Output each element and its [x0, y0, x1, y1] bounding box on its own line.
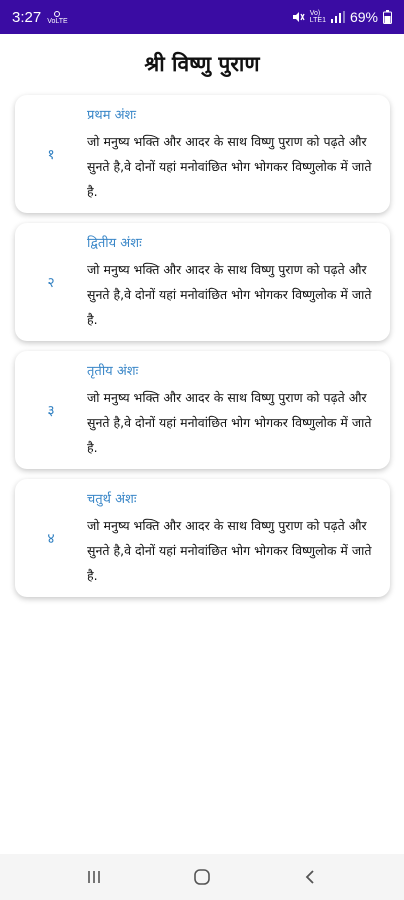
status-sub-label: VoLTE [47, 17, 68, 25]
card-body [87, 105, 390, 204]
notification-dot-icon [53, 10, 61, 18]
card-heading: प्रथम अंशः [87, 107, 137, 123]
mute-icon [291, 10, 305, 24]
status-bar [0, 0, 404, 34]
battery-percent: 69% [349, 9, 378, 25]
system-nav-bar [0, 854, 404, 900]
card-number: ४ [47, 530, 55, 547]
recent-apps-button[interactable] [74, 857, 114, 897]
network-label-bottom: LTE1 [309, 17, 326, 24]
battery-icon [383, 10, 392, 24]
home-icon [193, 868, 211, 886]
card-text: जो मनुष्य भक्ति और आदर के साथ विष्णु पुराण को पढ़ते और सुनते है,वे दोनों यहां मनोवांछित भोग भोगकर विष्णुलोक में जाते है. [87, 389, 372, 455]
status-left [12, 9, 68, 26]
network-label-top: Vo) [309, 10, 321, 17]
home-button[interactable] [182, 857, 222, 897]
list-item[interactable] [15, 223, 390, 341]
network-label [310, 10, 326, 24]
card-number: २ [47, 274, 55, 291]
status-right [291, 9, 392, 25]
card-heading: द्वितीय अंशः [87, 235, 142, 251]
list-item[interactable] [15, 351, 390, 469]
card-body [87, 233, 390, 332]
status-time: 3:27 [12, 8, 42, 26]
card-number: १ [47, 146, 55, 163]
card-text: जो मनुष्य भक्ति और आदर के साथ विष्णु पुराण को पढ़ते और सुनते है,वे दोनों यहां मनोवांछित भोग भोगकर विष्णुलोक में जाते है. [87, 517, 372, 583]
list-item[interactable] [15, 479, 390, 597]
card-heading: तृतीय अंशः [87, 363, 139, 379]
notification-icon [47, 10, 68, 25]
card-heading: चतुर्थ अंशः [87, 491, 137, 507]
card-body [87, 361, 390, 460]
recent-apps-icon [86, 869, 102, 885]
list-item[interactable] [15, 95, 390, 213]
card-text: जो मनुष्य भक्ति और आदर के साथ विष्णु पुराण को पढ़ते और सुनते है,वे दोनों यहां मनोवांछित भोग भोगकर विष्णुलोक में जाते है. [87, 261, 372, 327]
card-body [87, 489, 390, 588]
back-icon [303, 869, 317, 885]
card-text: जो मनुष्य भक्ति और आदर के साथ विष्णु पुराण को पढ़ते और सुनते है,वे दोनों यहां मनोवांछित भोग भोगकर विष्णुलोक में जाते है. [87, 133, 372, 199]
page-title: श्री विष्णु पुराण [144, 52, 260, 76]
back-button[interactable] [290, 857, 330, 897]
signal-icon [331, 11, 345, 23]
card-number: ३ [47, 402, 55, 419]
